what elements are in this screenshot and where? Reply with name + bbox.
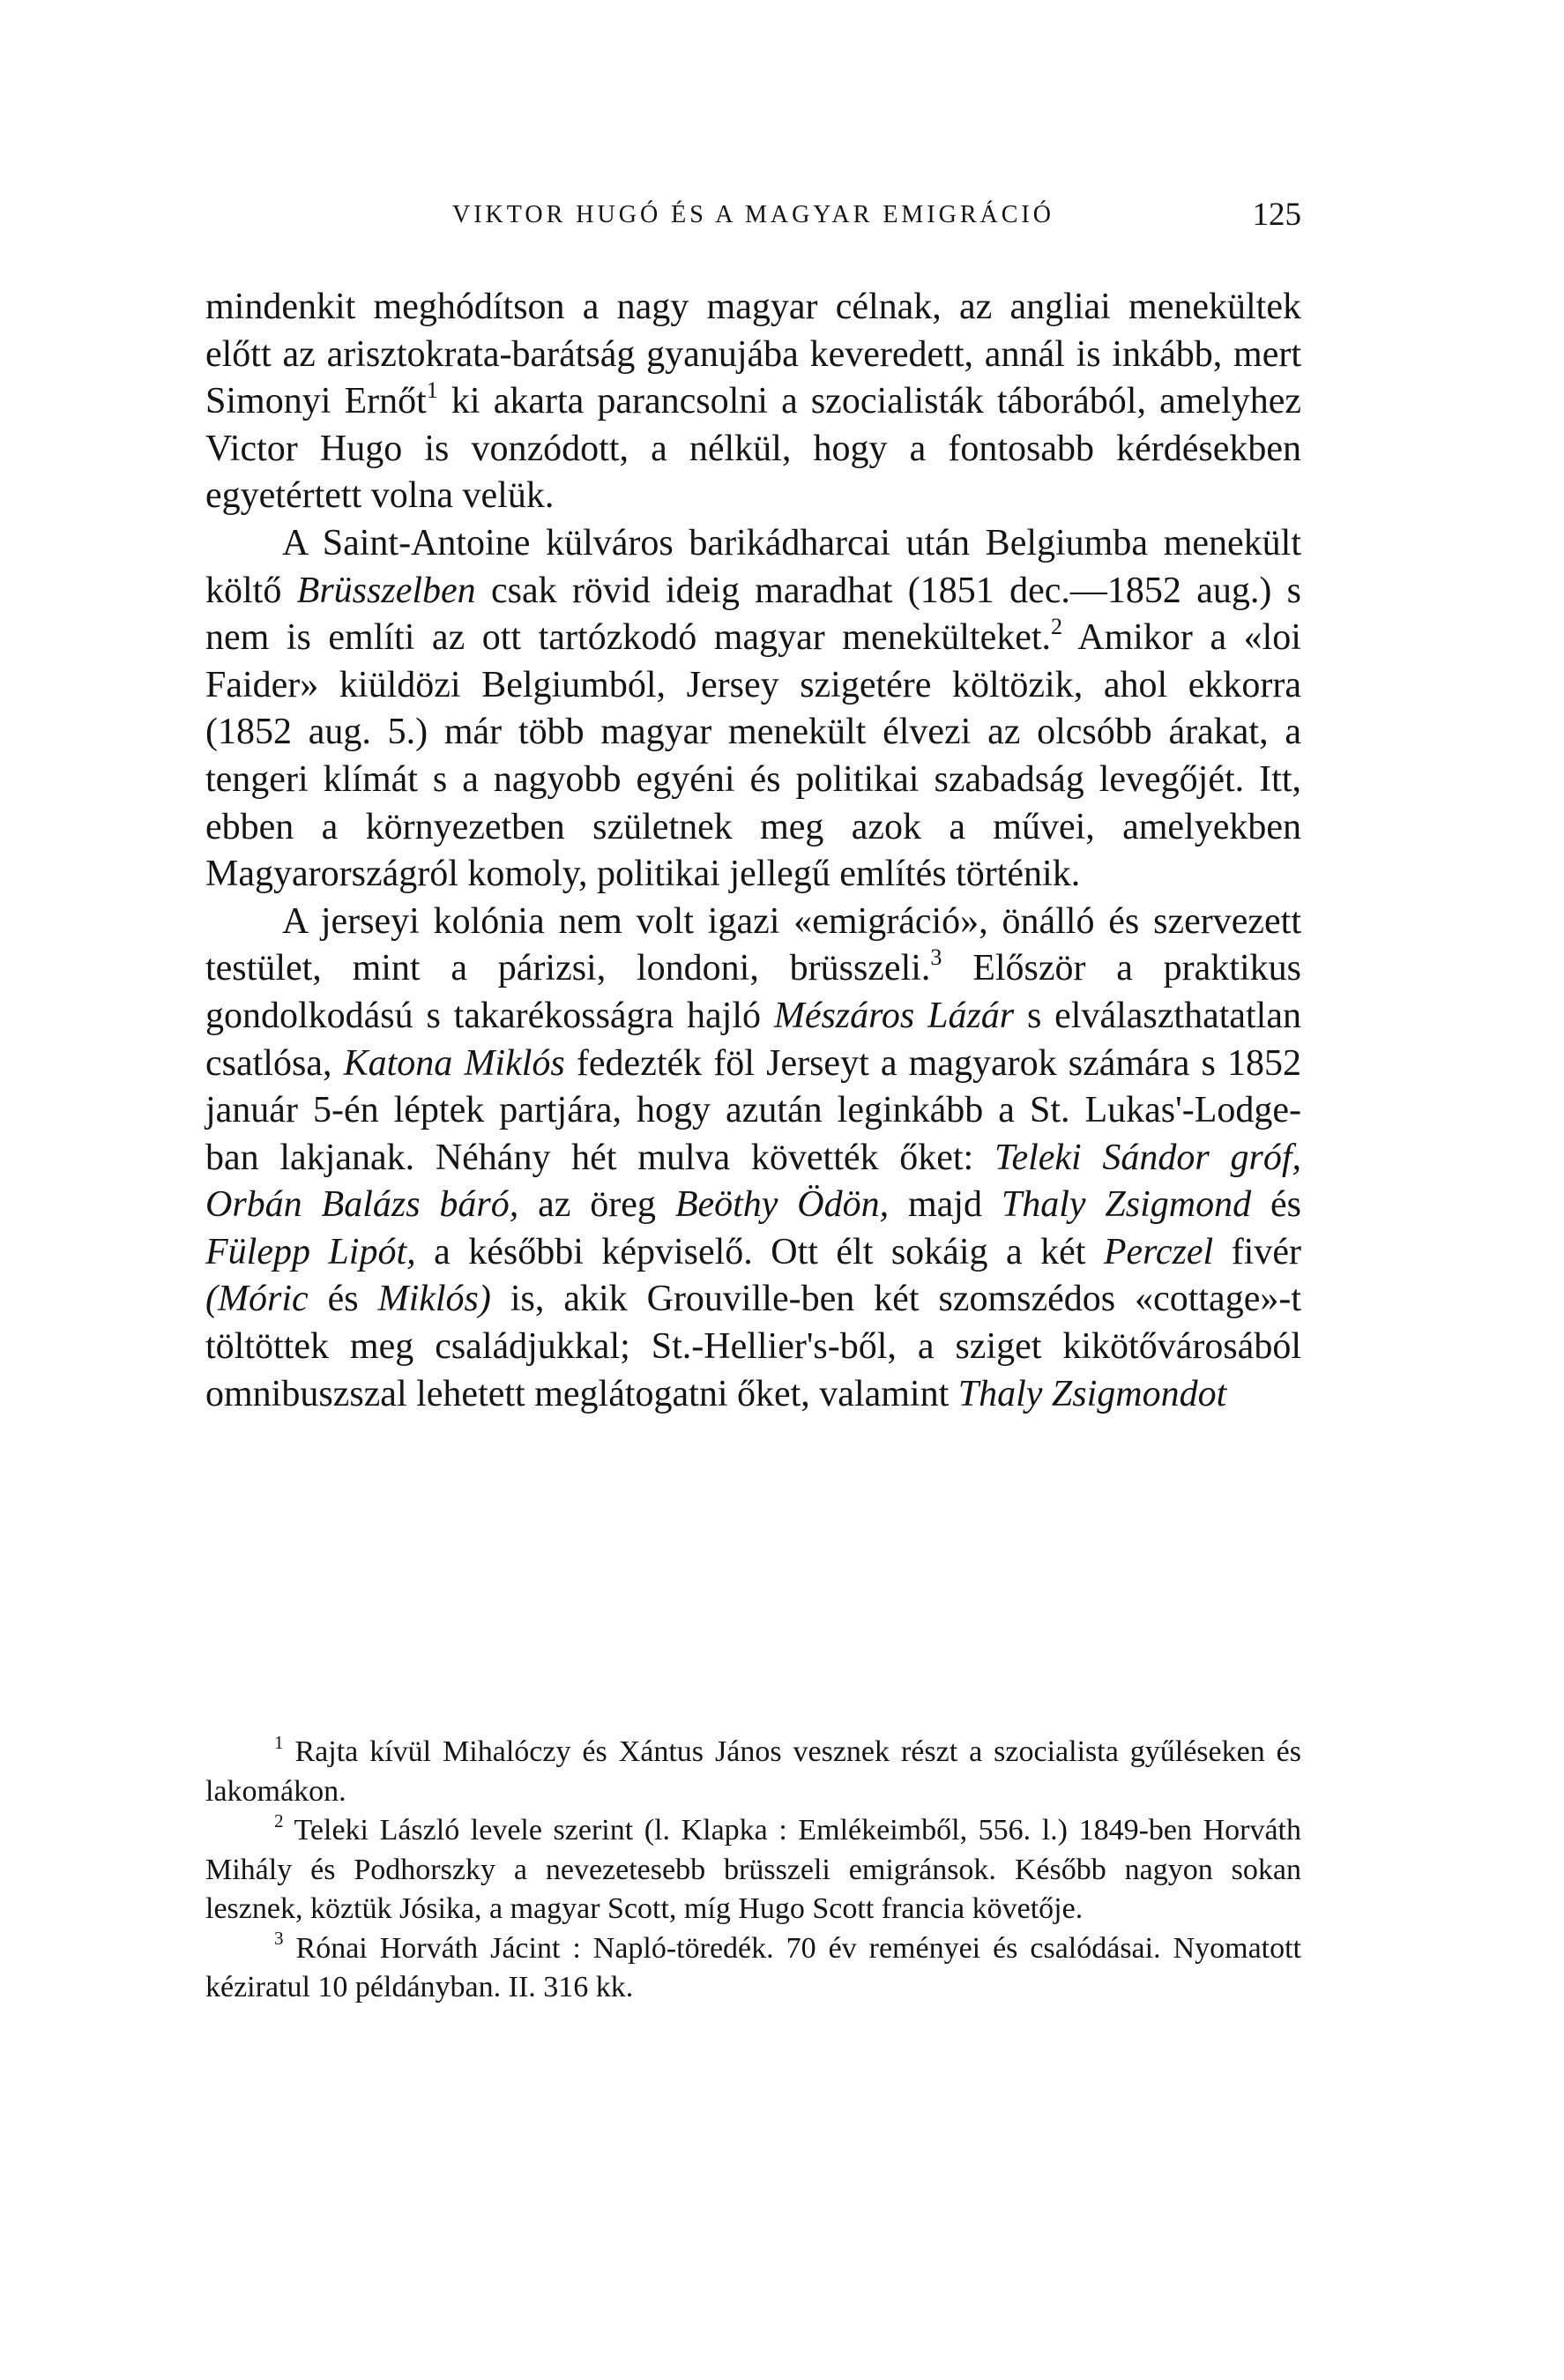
footnote-1: $^1$ Rajta kívül Mihalóczy és Xántus János vesznek részt a szocialista gyűléseken és lakomákon.: [205, 1731, 1301, 1808]
footnotes: [205, 1733, 1301, 2008]
paragraph-3: A jerseyi kolónia nem volt igazi «emigráció», önálló és szervezett testület, mint a párizsi, londoni, brüsszeli.$^3$ Először a praktikus gondolkodású s takarékosságra hajló Mészáros Lázár s elválaszthatatlan csatlósa, Katona Miklós fedezték föl Jerseyt a magyarok számára s 1852 január 5-én léptek partjára, hogy azután leginkább a St. Lukas'-Lodge-ban lakjanak. Néhány hét mulva követték őket: Teleki Sándor gróf, Orbán Balázs báró, az öreg Beöthy Ödön, majd Thaly Zsigmond és Fülepp Lipót, a későbbi képviselő. Ott élt sokáig a két Perczel fivér (Móric és Miklós) is, akik Grouville-ben két szomszédos «cottage»-t töltöttek meg családjukkal; St.-Hellier's-ből, a sziget kikötővárosából omnibuszszal lehetett meglátogatni őket, valamint Thaly Zsigmondot: [205, 900, 1301, 1414]
footnote-3: $^3$ Rónai Horváth Jácint : Napló-töredék. 70 év reményei és csalódásai. Nyomatott kéziratul 10 példányban. II. 316 kk.: [205, 1928, 1301, 2003]
footnote-2: $^2$ Teleki László levele szerint (l. Klapka : Emlékeimből, 556. l.) 1849-ben Horváth Mihály és Podhorszky a nevezetesebb brüsszeli emigránsok. Később nagyon sokan lesznek, köztük Jósika, a magyar Scott, míg Hugo Scott francia követője.: [205, 1809, 1301, 1925]
main-text: [205, 284, 1301, 1418]
paragraph-1: mindenkit meghódítson a nagy magyar célnak, az angliai menekültek előtt az arisztokrata-barátság gyanujába keveredett, annál is inkább, mert Simonyi Ernőt$^1$ ki akarta parancsolni a szocialisták táborából, amelyhez Victor Hugo is vonzódott, a nélkül, hogy a fontosabb kérdésekben egyetértett volna velük.: [205, 287, 1301, 517]
page-header: [205, 197, 1301, 254]
paragraph-2: A Saint-Antoine külváros barikádharcai után Belgiumba menekült költő Brüsszelben csak rövid ideig maradhat (1851 dec.—1852 aug.) s nem is említi az ott tartózkodó magyar menekülteket.$^2$ Amikor a «loi Faider» kiüldözi Belgiumból, Jersey szigetére költözik, ahol ekkorra (1852 aug. 5.) már több magyar menekült élvezi az olcsóbb árakat, a tengeri klímát s a nagyobb egyéni és politikai szabadság levegőjét. Itt, ebben a környezetben születnek meg azok a művei, amelyekben Magyarországról komoly, politikai jellegű említés történik.: [205, 522, 1301, 895]
running-title: VIKTOR HUGÓ ÉS A MAGYAR EMIGRÁCIÓ: [452, 201, 1054, 228]
page-number: 125: [1252, 197, 1301, 233]
